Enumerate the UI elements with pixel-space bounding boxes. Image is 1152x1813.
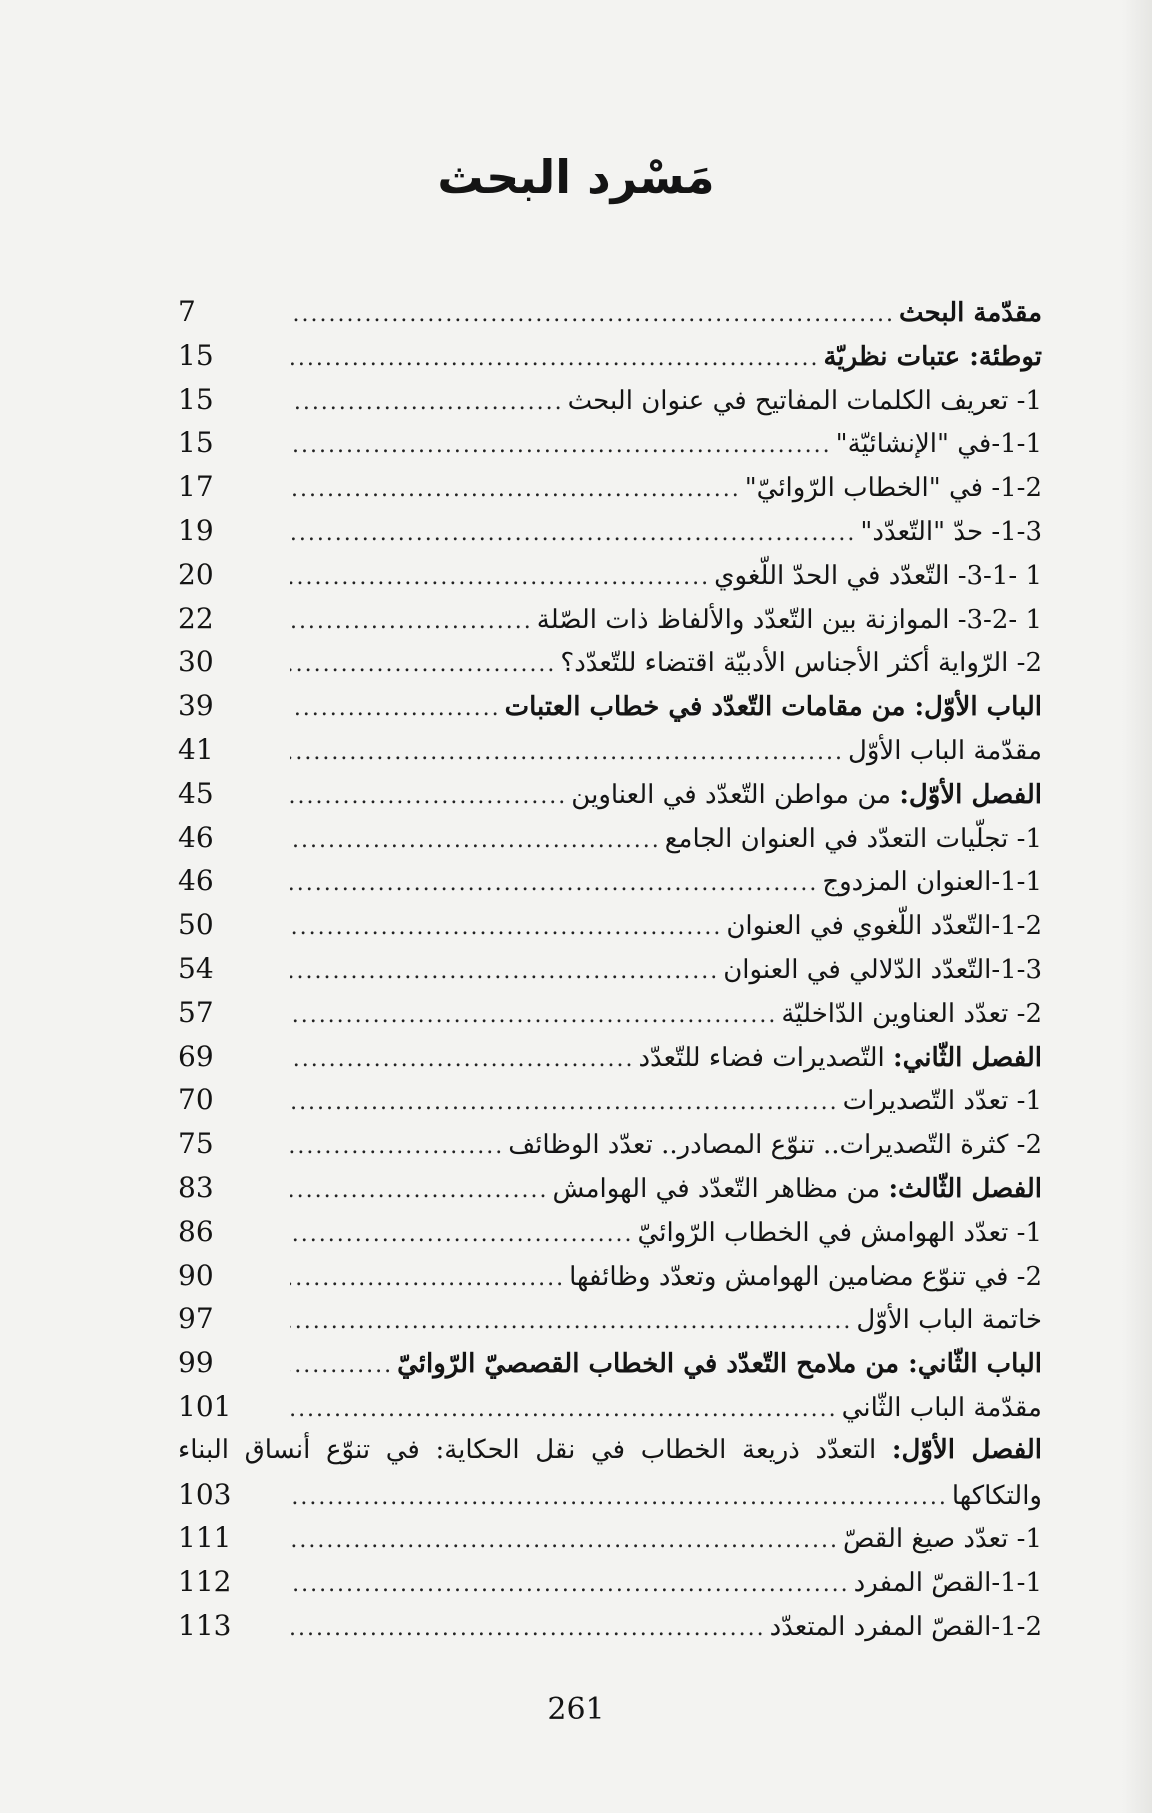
dot-leader [290, 731, 844, 775]
toc-entry-label: من مواطن التّعدّد في العناوين [571, 779, 900, 810]
toc-page-number: 57 [178, 995, 214, 1029]
toc-page-number: 97 [178, 1302, 214, 1336]
dot-leader [290, 381, 564, 425]
dot-leader [290, 819, 661, 863]
toc-entry [178, 334, 1042, 378]
toc-entry [178, 1297, 1042, 1341]
toc-entry-title: 1-2- في "الخطاب الرّوائيّ" [744, 473, 1042, 504]
toc-entry-title: الباب الأوّل: من مقامات التّعدّد في خطاب العتبات [504, 692, 1042, 723]
toc-entry-title: 2- في تنوّع مضامين الهوامش وتعدّد وظائفها [569, 1261, 1042, 1292]
toc-entry [178, 772, 1042, 816]
toc-entry-lead: الفصل الأوّل: [891, 1434, 1042, 1465]
toc-entry [178, 728, 1042, 772]
dot-leader [290, 1607, 766, 1651]
dot-leader [290, 906, 722, 950]
toc-page-number: 90 [178, 1258, 214, 1292]
dot-leader [290, 643, 556, 687]
dot-leader [290, 994, 777, 1038]
toc-entry-title: والتكاكها [951, 1480, 1042, 1511]
toc-entry [178, 1604, 1042, 1648]
toc-entry-title: 2- كثرة التّصديرات.. تنوّع المصادر.. تعدّد الوظائف [508, 1130, 1042, 1161]
toc-entry-title: 1- تجلّيات التعدّد في العنوان الجامع [664, 823, 1042, 854]
toc-entry [178, 1210, 1042, 1254]
toc-entry-title: 1-2-القصّ المفرد المتعدّد [769, 1611, 1042, 1642]
dot-leader [290, 556, 710, 600]
toc-entry [178, 1560, 1042, 1604]
toc-entry [178, 640, 1042, 684]
toc-entry-title: 1 -3-1- التّعدّد في الحدّ اللّغوي [714, 560, 1042, 591]
toc-entry-lead: الفصل الأوّل: [899, 779, 1042, 810]
toc-page-number: 15 [178, 382, 214, 416]
dot-leader [290, 1476, 948, 1520]
toc-page-number: 45 [178, 776, 214, 810]
toc-page-number: 15 [178, 338, 214, 372]
dot-leader [290, 1519, 839, 1563]
toc-entry [178, 1385, 1042, 1429]
toc-entry-label: من مظاهر التّعدّد في الهوامش [552, 1173, 889, 1204]
dot-leader [290, 1257, 565, 1301]
toc-entry-label: التّصديرات فضاء للتّعدّد [638, 1042, 893, 1073]
toc-page-number: 22 [178, 601, 214, 635]
toc-entry-title: 1-3- حدّ "التّعدّد" [860, 516, 1042, 547]
toc-entry [178, 1035, 1042, 1079]
toc-entry [178, 947, 1042, 991]
toc-page-number: 46 [178, 820, 214, 854]
toc-page-number: 113 [178, 1608, 232, 1642]
toc-entry [178, 378, 1042, 422]
toc-entry [178, 290, 1042, 334]
toc-entry [178, 1254, 1042, 1298]
toc-entry-title: 2- الرّواية أكثر الأجناس الأدبيّة اقتضاء للتّعدّد؟ [560, 648, 1042, 679]
dot-leader [290, 1169, 548, 1213]
dot-leader [290, 1125, 504, 1169]
toc-entry-title: مقدّمة الباب الأوّل [847, 735, 1042, 766]
toc-page-number: 20 [178, 557, 214, 591]
toc-entry-label: التعدّد ذريعة الخطاب في نقل الحكاية: في تنوّع أنساق البناء [178, 1434, 892, 1465]
toc-entry-title: 2- تعدّد العناوين الدّاخليّة [781, 998, 1042, 1029]
toc-page-number: 101 [178, 1389, 232, 1423]
toc-entry [178, 1122, 1042, 1166]
toc-entry-lead: الفصل الثّالث: [888, 1173, 1042, 1204]
dot-leader [290, 950, 719, 994]
table-of-contents [178, 290, 1042, 1648]
toc-entry-title [638, 1037, 1042, 1081]
dot-leader [290, 424, 832, 468]
dot-leader [290, 1563, 850, 1607]
toc-entry [178, 597, 1042, 641]
toc-page-number: 30 [178, 645, 214, 679]
dot-leader [290, 468, 741, 512]
toc-entry-title [552, 1168, 1042, 1212]
toc-page-number: 111 [178, 1521, 232, 1555]
toc-entry-title: 1 -3-2- الموازنة بين التّعدّد والألفاظ ذات الصّلة [536, 604, 1042, 635]
toc-page-number: 39 [178, 689, 214, 723]
toc-page-number: 54 [178, 951, 214, 985]
toc-entry [178, 509, 1042, 553]
dot-leader [290, 862, 818, 906]
toc-entry [178, 903, 1042, 947]
toc-entry [178, 1473, 1042, 1517]
toc-entry [178, 421, 1042, 465]
toc-page-number: 86 [178, 1214, 214, 1248]
page-title: مَسْرد البحث [437, 150, 715, 204]
toc-page-number: 75 [178, 1127, 214, 1161]
toc-entry-lead: الفصل الثّاني: [892, 1042, 1042, 1073]
page-edge [1122, 0, 1152, 1813]
toc-entry [178, 1166, 1042, 1210]
toc-entry-title: 1- تعدّد الهوامش في الخطاب الرّوائيّ [637, 1217, 1042, 1248]
toc-page-number: 17 [178, 470, 214, 504]
toc-entry [178, 553, 1042, 597]
dot-leader [290, 1038, 634, 1082]
dot-leader [290, 687, 501, 731]
toc-entry-title: 1-1-في "الإنشائيّة" [835, 429, 1042, 460]
dot-leader [290, 1388, 838, 1432]
toc-page-number: 70 [178, 1083, 214, 1117]
dot-leader [290, 1081, 839, 1125]
toc-page-number: 15 [178, 426, 214, 460]
toc-entry [178, 684, 1042, 728]
toc-page-number: 103 [178, 1477, 232, 1511]
toc-entry-title: 1- تعدّد التّصديرات [842, 1086, 1042, 1117]
dot-leader [290, 600, 533, 644]
toc-page-number: 7 [178, 295, 196, 328]
toc-entry-title: 1-1-القصّ المفرد [853, 1568, 1042, 1599]
page-number: 261 [547, 1692, 605, 1727]
dot-leader [290, 1300, 852, 1344]
toc-entry-title [178, 1429, 1042, 1473]
toc-entry-title: 1-2-التّعدّد اللّغوي في العنوان [726, 911, 1042, 942]
toc-entry-title: مقدّمة الباب الثّاني [841, 1392, 1042, 1423]
toc-entry-title [571, 774, 1042, 818]
toc-page-number: 69 [178, 1039, 214, 1073]
dot-leader [290, 775, 567, 819]
toc-page-number: 46 [178, 864, 214, 898]
toc-entry-title: 1-1-العنوان المزدوج [822, 867, 1042, 898]
toc-entry [178, 1429, 1042, 1473]
dot-leader [290, 1344, 393, 1388]
toc-entry [178, 816, 1042, 860]
toc-page-number: 99 [178, 1346, 214, 1380]
dot-leader [290, 293, 895, 337]
toc-page-number: 112 [178, 1565, 232, 1599]
toc-entry [178, 465, 1042, 509]
toc-entry-title: توطئة: عتبات نظريّة [823, 341, 1042, 372]
toc-entry [178, 859, 1042, 903]
toc-page-number: 41 [178, 732, 214, 766]
toc-entry-title: 1- تعدّد صيغ القصّ [842, 1524, 1042, 1555]
toc-entry [178, 1516, 1042, 1560]
dot-leader [290, 337, 819, 381]
toc-entry-title: 1- تعريف الكلمات المفاتيح في عنوان البحث [567, 385, 1042, 416]
toc-entry-title: خاتمة الباب الأوّل [856, 1305, 1042, 1336]
toc-entry-title: مقدّمة البحث [899, 298, 1042, 328]
dot-leader [290, 512, 856, 556]
toc-page-number: 83 [178, 1170, 214, 1204]
dot-leader [290, 1213, 634, 1257]
toc-entry [178, 1341, 1042, 1385]
toc-page-number: 50 [178, 908, 214, 942]
toc-entry-title: الباب الثّاني: من ملامح التّعدّد في الخطاب القصصيّ الرّوائيّ [397, 1349, 1042, 1380]
toc-entry-title: 1-3-التّعدّد الدّلالي في العنوان [723, 954, 1042, 985]
toc-page-number: 19 [178, 513, 214, 547]
toc-entry [178, 1078, 1042, 1122]
toc-entry [178, 991, 1042, 1035]
